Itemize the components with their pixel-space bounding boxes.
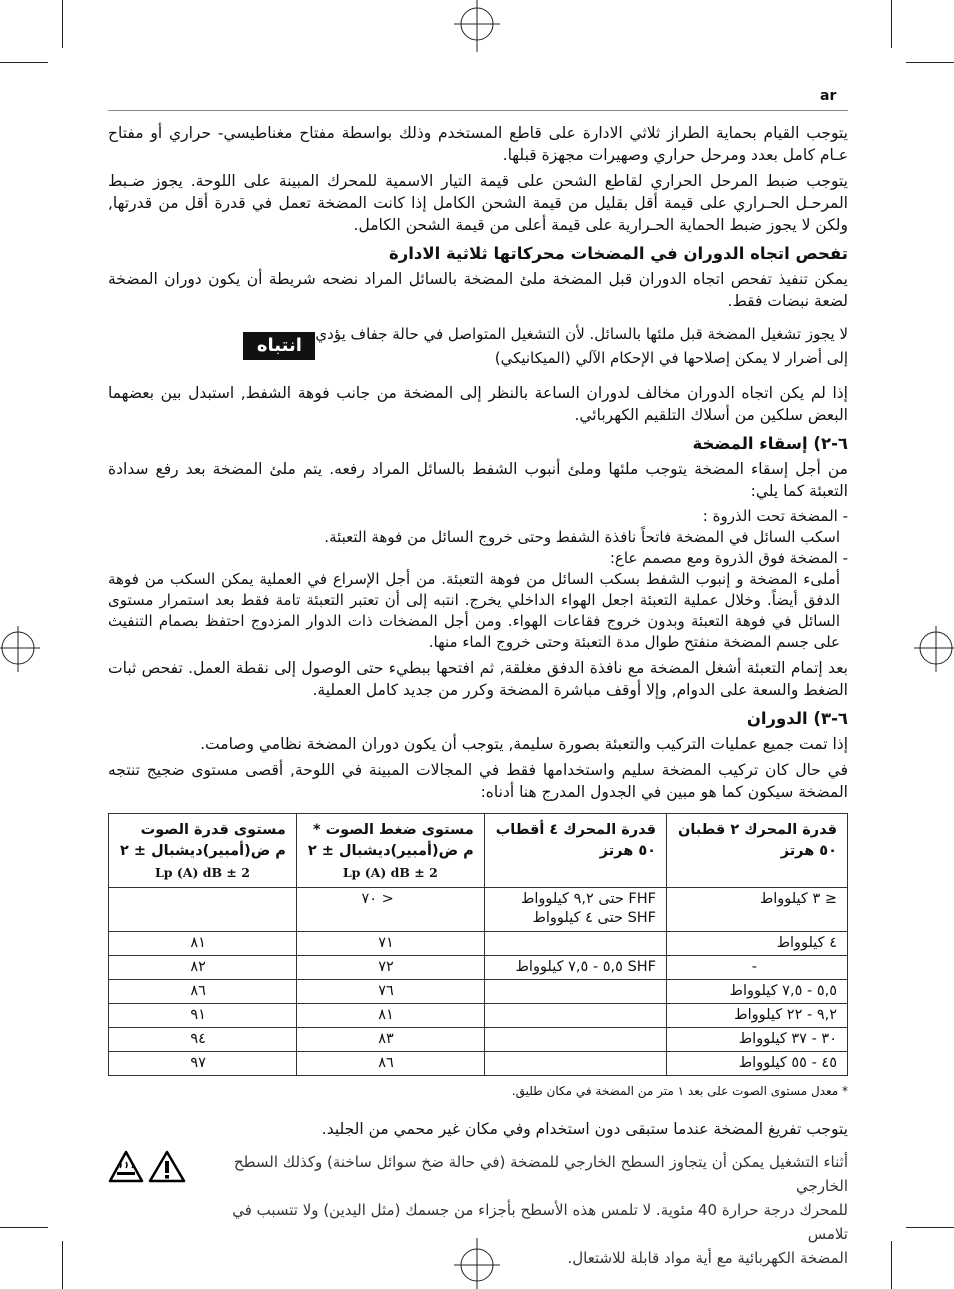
crop-mark bbox=[906, 1227, 954, 1228]
table-header-4pole: قدرة المحرك ٤ أقطاب ٥٠ هرتز bbox=[484, 814, 666, 888]
attention-note-line: إلى أضرار لا يمكن إصلاحها في الإحكام الآلي (الميكانيكي) bbox=[494, 349, 848, 367]
noise-level-table bbox=[108, 813, 848, 1076]
crop-mark bbox=[62, 0, 63, 48]
table-cell: ٩٤ bbox=[109, 1028, 297, 1052]
table-footnote: * معدل مستوى الصوت على بعد ١ متر من المضخة في مكان طليق. bbox=[511, 1084, 848, 1098]
document-body bbox=[108, 122, 848, 1270]
warning-line: المضخة الكهربائية مع أية مواد قابلة للاشتعال. bbox=[567, 1249, 848, 1267]
registration-mark-top bbox=[452, 0, 502, 52]
table-cell: ٣٠ - ٣٧ كيلوواط bbox=[667, 1028, 848, 1052]
priming-case-below: - المضخة تحت الذروة : bbox=[702, 507, 848, 525]
table-cell: ٨٦ bbox=[296, 1052, 484, 1076]
table-row bbox=[109, 888, 848, 932]
crop-mark bbox=[891, 0, 892, 48]
priming-heading: ٦-٢) إسقاء المضخة bbox=[692, 434, 848, 453]
intro-paragraph-2: يتوجب ضبط المرحل الحراري لقاطع الشحن على قيمة التيار الاسمية للمحرك المبينة على اللوحة. يجوز ضـبط المرحـل الحـراري على قيمة أقل بقليل من قيمة الشحن الكامل إذا كانت المضخة تعمل في قدرة أقل من قدرتها, ولكن لا يجوز ضبط الحماية الحـرارية على قيمة أعلى من قيمة الشحن الكامل. bbox=[108, 172, 848, 234]
table-cell: FHF حتى ٩,٢ كيلوواط SHF حتى ٤ كيلوواط bbox=[484, 888, 666, 932]
rotation-heading: تفحص اتجاه الدوران في المضخات محركاتها ثلاثية الادارة bbox=[389, 244, 848, 263]
table-row bbox=[109, 1052, 848, 1076]
crop-mark bbox=[0, 1227, 48, 1228]
warning-line: أثناء التشغيل يمكن أن يتجاوز السطح الخارجي للمضخة (في حالة ضخ سوائل ساخنة) وكذلك السطح الخارجي bbox=[233, 1153, 848, 1195]
table-cell bbox=[484, 980, 666, 1004]
priming-intro: من أجل إسقاء المضخة يتوجب ملئها وملئ أنبوب الشفط بالسائل المراد رفعه. يتم ملئ المضخة بعد رفع سدادة التعبئة كما يلي: bbox=[108, 460, 848, 500]
table-cell: ٤ كيلوواط bbox=[667, 932, 848, 956]
attention-note-line: لا يجوز تشغيل المضخة قبل ملئها بالسائل. لأن التشغيل المتواصل في حالة جفاف يؤدي bbox=[315, 325, 848, 343]
table-header-power: مستوى قدرة الصوت م ض(أمبير)ديشبال ± ٢ Lp (A) dB ± 2 bbox=[109, 814, 297, 888]
table-header-2pole: قدرة المحرك ٢ قطبان ٥٠ هرتز bbox=[667, 814, 848, 888]
table-cell: < ٧٠ bbox=[296, 888, 484, 932]
table-cell: ٨١ bbox=[109, 932, 297, 956]
language-tag: ar bbox=[820, 88, 837, 104]
crop-mark bbox=[62, 1241, 63, 1289]
table-cell: ٨٢ bbox=[109, 956, 297, 980]
table-cell: ٨٣ bbox=[296, 1028, 484, 1052]
table-cell bbox=[484, 1004, 666, 1028]
running-paragraph-1: إذا تمت جميع عمليات التركيب والتعبئة بصورة سليمة, يتوجب أن يكون دوران المضخة نظامي وصامت. bbox=[200, 735, 848, 753]
warning-icons bbox=[108, 1150, 186, 1270]
table-row bbox=[109, 956, 848, 980]
closing-paragraph: يتوجب تفريغ المضخة عندما ستبقى دون استخدام وفي مكان غير محمي من الجليد. bbox=[321, 1120, 848, 1138]
table-cell: ٨١ bbox=[296, 1004, 484, 1028]
table-cell: ٩١ bbox=[109, 1004, 297, 1028]
table-cell: ≤ ٣ كيلوواط bbox=[667, 888, 848, 932]
table-cell: SHF ٥,٥ - ٧,٥ كيلوواط bbox=[484, 956, 666, 980]
hot-surface-warning-text bbox=[200, 1150, 848, 1270]
table-cell bbox=[484, 1052, 666, 1076]
table-cell: ٩٧ bbox=[109, 1052, 297, 1076]
table-cell bbox=[484, 1028, 666, 1052]
table-row bbox=[109, 932, 848, 956]
warning-line: للمحرك درجة حرارة 40 مئوية. لا تلمس هذه الأسطح بأجزاء من جسمك (مثل اليدين) ولا تتسبب في تلامس bbox=[232, 1201, 848, 1243]
rotation-body: يمكن تنفيذ تفحص اتجاه الدوران قبل المضخة ملئ المضخة بالسائل المراد نضحه شريطة أن يكون دوران المضخة لضعة نبضات فقط. bbox=[108, 270, 848, 310]
priming-case-above: - المضخة فوق الذروة ومع مصمم عاع: bbox=[609, 549, 848, 567]
table-row bbox=[109, 1028, 848, 1052]
attention-note-text bbox=[315, 322, 848, 370]
table-cell bbox=[484, 932, 666, 956]
hot-surface-warning bbox=[108, 1150, 848, 1270]
running-heading: ٦-٣) الدوران bbox=[746, 709, 848, 728]
hot-surface-icon bbox=[108, 1150, 144, 1184]
crop-mark bbox=[0, 62, 48, 63]
priming-after: بعد إتمام التعبئة أشغل المضخة مع نافذة الدفق مغلقة, ثم افتحها ببطيء حتى الوصول إلى نقطة العمل. تفحص ثبات الضغط والسعة على الدوام, وإلا أوقف مباشرة المضخة وكرر من جديد كامل العملية. bbox=[108, 659, 848, 699]
table-cell: ٧٦ bbox=[296, 980, 484, 1004]
table-cell: ٧١ bbox=[296, 932, 484, 956]
table-cell: ٤٥ - ٥٥ كيلوواط bbox=[667, 1052, 848, 1076]
table-header-pressure: مستوى ضغط الصوت * م ض(أمبير)ديشبال ± ٢ Lp (A) dB ± 2 bbox=[296, 814, 484, 888]
caution-icon bbox=[148, 1150, 186, 1184]
header-rule bbox=[108, 110, 848, 111]
table-cell: - bbox=[667, 956, 848, 980]
registration-mark-left bbox=[0, 624, 40, 674]
table-cell: ٨٦ bbox=[109, 980, 297, 1004]
crop-mark bbox=[891, 1241, 892, 1289]
table-cell: ٩,٢ - ٢٢ كيلوواط bbox=[667, 1004, 848, 1028]
rotation-wrong-paragraph: إذا لم يكن اتجاه الدوران مخالف لدوران الساعة بالنظر إلى المضخة من جانب فوهة الشفط, استبدل بين بعضهما البعض سلكين من أسلاك التلقيم الكهربائي. bbox=[108, 384, 848, 424]
attention-note bbox=[108, 322, 848, 370]
table-row bbox=[109, 980, 848, 1004]
table-cell: ٧٢ bbox=[296, 956, 484, 980]
priming-case-below-text: اسكب السائل في المضخة فاتحاً نافذة الشفط وحتى خروج السائل من فوهة التعبئة. bbox=[324, 528, 840, 546]
crop-mark bbox=[906, 62, 954, 63]
intro-paragraph-1: يتوجب القيام بحماية الطراز ثلاثي الادارة على قاطع المستخدم وذلك بواسطة مفتاح مغناطيسي- حراري أو مفتاح عـام كامل بعدد ومرحل حراري وصهيرات مجهزة قبلها. bbox=[108, 124, 848, 164]
priming-case-above-text: أملىء المضخة و إنبوب الشفط بسكب السائل من فوهة التعبئة. من أجل الإسراع في العملية يمكن السكب من فوهة الدفق أيضاً. وخلال عملية التعبئة اجعل الهواء الداخلي يخرج. انتبه إلى أن تعتبر التعبئة تامة فقط بعد استمرار مستوى السائل في فوهة التعبئة وبدون خروج فقاعات الهواء. ومن أجل المضخات ذات الدوار المزدوج احتفظ بصمام التنفيث على جسم المضخة منفتح طوال مدة التعبئة وحتى خروج الماء منها. bbox=[108, 570, 840, 651]
table-cell: ٥,٥ - ٧,٥ كيلوواط bbox=[667, 980, 848, 1004]
attention-badge: انتباه bbox=[243, 332, 315, 360]
table-row bbox=[109, 1004, 848, 1028]
running-paragraph-2: في حال كان تركيب المضخة سليم واستخدامها فقط في المجالات المبينة في اللوحة, أقصى مستوى ضجيج تنتجه المضخة سيكون كما هو مبين في الجدول المدرج هنا أدناه: bbox=[108, 761, 848, 801]
table-cell bbox=[109, 888, 297, 932]
registration-mark-right bbox=[914, 624, 954, 674]
